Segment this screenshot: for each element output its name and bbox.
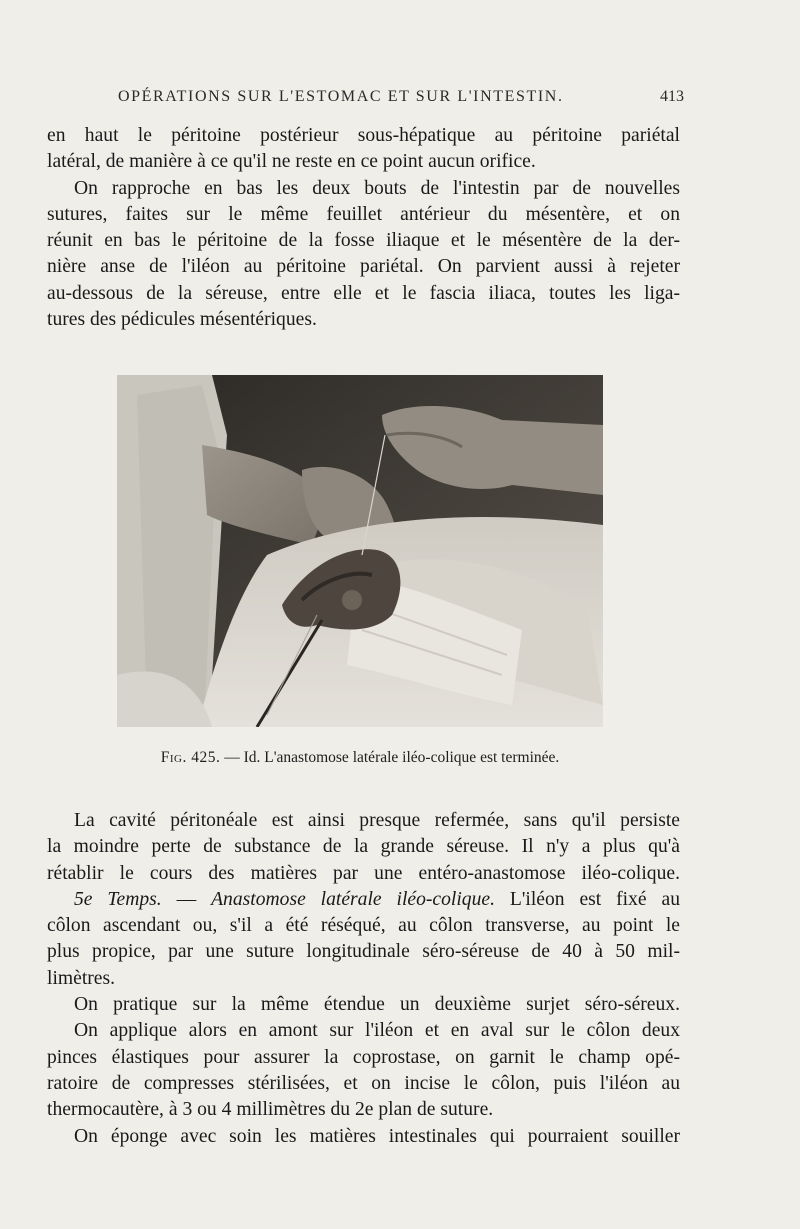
text-line: On pratique sur la même étendue un deuxième surjet séro-séreux.: [74, 994, 680, 1016]
running-title: OPÉRATIONS SUR L'ESTOMAC ET SUR L'INTESTIN.: [118, 88, 564, 105]
temps-number: 5e Temps.: [74, 888, 162, 910]
text-line: réunit en bas le péritoine de la fosse iliaque et le mésentère de la der-: [47, 230, 680, 252]
text-line: rétablir le cours des matières par une entéro-anastomose iléo-colique.: [47, 862, 680, 884]
temps-title: Anastomose latérale iléo-colique.: [211, 888, 495, 910]
text-line: la moindre perte de substance de la grande séreuse. Il n'y a plus qu'à: [47, 836, 680, 858]
figure-caption: [117, 749, 603, 767]
text-line: On rapproche en bas les deux bouts de l'intestin par de nouvelles: [74, 177, 680, 199]
surgical-photograph: [117, 375, 603, 727]
text-line: tures des pédicules mésentériques.: [47, 309, 317, 331]
text-line: On éponge avec soin les matières intestinales qui pourraient souiller: [74, 1125, 680, 1147]
temps-line: [47, 887, 680, 913]
figure-caption-text: — Id. L'anastomose latérale iléo-colique est terminée.: [220, 749, 560, 766]
text-line: limètres.: [47, 967, 116, 989]
running-head: [118, 88, 684, 112]
text-line: en haut le péritoine postérieur sous-hépatique au péritoine pariétal: [47, 125, 680, 146]
text-line: côlon ascendant ou, s'il a été réséqué, au côlon transverse, au point le: [47, 915, 680, 937]
temps-rest: L'iléon est fixé au: [495, 888, 680, 910]
text-line: ratoire de compresses stérilisées, et on incise le côlon, puis l'iléon au: [47, 1072, 680, 1094]
text-line: nière anse de l'iléon au péritoine pariétal. On parvient aussi à rejeter: [47, 256, 680, 278]
text-line: La cavité péritonéale est ainsi presque refermée, sans qu'il persiste: [74, 810, 680, 831]
text-line: latéral, de manière à ce qu'il ne reste en ce point aucun orifice.: [47, 151, 536, 173]
text-line: au-dessous de la séreuse, entre elle et le fascia iliaca, toutes les liga-: [47, 282, 680, 304]
text-line: thermocautère, à 3 ou 4 millimètres du 2e plan de suture.: [47, 1099, 494, 1121]
text-block-top: [47, 123, 680, 333]
temps-dash: —: [161, 888, 212, 910]
text-block-bottom: [47, 808, 680, 1150]
text-line: pinces élastiques pour assurer la coprostase, on garnit le champ opé-: [47, 1046, 680, 1068]
text-line: plus propice, par une suture longitudinale séro-séreuse de 40 à 50 mil-: [47, 941, 680, 963]
text-line: On applique alors en amont sur l'iléon et en aval sur le côlon deux: [74, 1020, 680, 1042]
text-line: sutures, faites sur le même feuillet antérieur du mésentère, et on: [47, 203, 680, 225]
page-number: 413: [660, 88, 684, 105]
figure-label: Fig. 425.: [160, 749, 221, 766]
